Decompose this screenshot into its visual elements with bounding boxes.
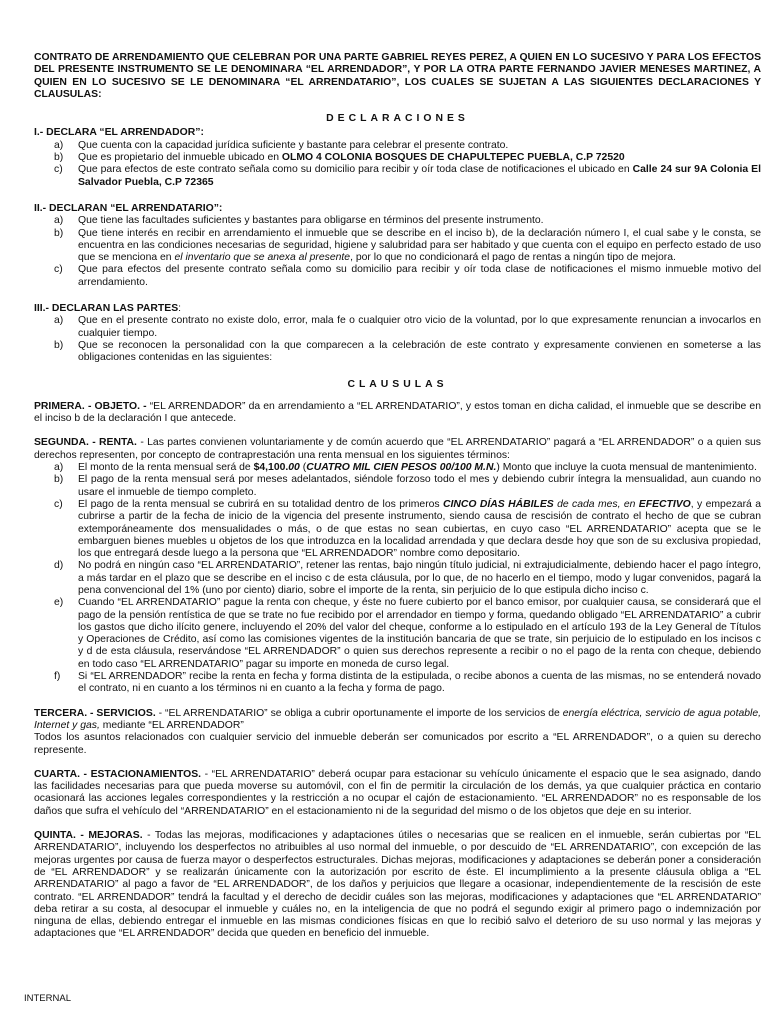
- list-item: e) Cuando “EL ARRENDATARIO” pague la renta con cheque, y éste no fuere cubierto por el banco emisor, por cualquier causa, se considerará que el pago de la pensión rentística de que se trate no fue recibido por el arrendador en tiempo y forma, quedando obligado “EL ARRENDATARIO” a cubrir los gastos que dicho ilícito genere, incluyendo el 20% del valor del cheque, conforme a lo estipulado en el artículo 193 de la Ley General de Títulos y Operaciones de Crédito, así como las comisiones vigentes de la institución bancaria de que se trate, sin perjuicio de lo estipulado en los incisos c y d de esta cláusula, reservándose “EL ARRENDADOR” o quien sus derechos represente a recibir o no el pago de la renta con cheque, debiendo en todo caso “EL ARRENDATARIO” pagar su importe en moneda de curso legal.: [54, 597, 761, 670]
- list-item: b) Que es propietario del inmueble ubicado en OLMO 4 COLONIA BOSQUES DE CHAPULTEPEC PUEBLA, C.P 72520: [54, 152, 625, 164]
- declaraciones-heading: DECLARACIONES: [326, 113, 469, 125]
- clause-tercera: TERCERA. - SERVICIOS. - “EL ARRENDATARIO” se obliga a cubrir oportunamente el importe de los servicios de energía eléctrica, servicio de agua potable, Internet y gas, mediante “EL ARRENDADOR” Todos los asuntos relacionados con cualquier servicio del inmueble deberán ser comunicados por escrito a “EL ARRENDADOR”, o a quien su derecho represente.: [34, 707, 762, 756]
- landlord-address: Calle 24 sur 9A Colonia El Salvador Puebla, C.P 72365: [78, 164, 761, 188]
- list-item: c) Que para efectos del presente contrato señala como su domicilio para recibir y oír toda clase de notificaciones el mismo inmueble motivo del arrendamiento.: [54, 264, 761, 288]
- section-declaran-arrendatario: [34, 203, 761, 289]
- list-item: a) Que cuenta con la capacidad jurídica suficiente y bastante para celebrar el presente contrato.: [54, 139, 509, 151]
- clause-primera: PRIMERA. - OBJETO. - “EL ARRENDADOR” da en arrendamiento a “EL ARRENDATARIO”, y estos toman en dicha calidad, el inmueble que se describe en el inciso b de la declaración I que antecede.: [34, 400, 761, 425]
- list-item: c) El pago de la renta mensual se cubrirá en su totalidad dentro de los primeros CINCO DÍAS HÁBILES de cada mes, en EFECTIVO, y empezará a cubrirse a partir de la fecha de inicio de la vigencia del presente instrumento, siendo causa de rescisión de contrato el hecho de que se cubran extemporáneamente dos mensualidades o más, o de que estas no sean cubiertas, en cuyo caso “EL ARRENDATARIO” acepta que se le embarguen bienes muebles u objetos de los que introduzca en la localidad arrendada y que declara desde hoy que son de su exclusiva propiedad, los que entregará desde luego a la persona que “EL ARRENDADOR” nombre como depositario.: [54, 498, 761, 560]
- property-address: OLMO 4 COLONIA BOSQUES DE CHAPULTEPEC PUEBLA, C.P 72520: [281, 152, 625, 164]
- list-item: f) Si “EL ARRENDADOR” recibe la renta en fecha y forma distinta de la estipulada, o recibe abonos a cuenta de las mismas, no se entenderá novado el contrato, ni en cuanto a los términos ni en cuanto a la fecha y forma de pago.: [54, 671, 761, 695]
- rent-amount-words: CUATRO MIL CIEN PESOS 00/100 M.N.: [306, 462, 497, 474]
- section-title-arrendatario: II.- DECLARAN “EL ARRENDATARIO”:: [34, 202, 223, 214]
- list-item: a) El monto de la renta mensual será de $4,100.00 (CUATRO MIL CIEN PESOS 00/100 M.N.) Monto que incluye la cuota mensual de mantenimiento.: [54, 462, 757, 474]
- section-declaran-partes: [34, 303, 761, 364]
- list-item: d) No podrá en ningún caso “EL ARRENDATARIO”, retener las rentas, bajo ningún título judicial, ni extrajudicialmente, debiendo hacer el pago íntegro, a más tardar en el plazo que se describe en el inciso c de esta cláusula, por lo que, de no hacerlo en el tiempo, modo y lugar convenidos, pagará la pena convencional del 1% (uno por ciento) diario, sobre el importe de la renta, sin perjuicio de lo que estipula dicho inciso c.: [54, 560, 761, 596]
- clausulas-heading: CLAUSULAS: [347, 378, 448, 390]
- rent-amount: $4,100.: [253, 462, 289, 474]
- list-item: a) Que tiene las facultades suficientes y bastantes para obligarse en términos del presente instrumento.: [54, 215, 544, 227]
- list-item: b) El pago de la renta mensual será por meses adelantados, siéndole forzoso todo el mes y debiendo cubrir íntegra la mensualidad, aun cuando no usare el inmueble de tiempo completo.: [54, 474, 761, 498]
- section-declara-arrendador: [34, 127, 761, 188]
- list-item: c) Que para efectos de este contrato señala como su domicilio para recibir y oír toda clase de notificaciones el ubicado en Calle 24 sur 9A Colonia El Salvador Puebla, C.P 72365: [54, 164, 761, 188]
- clause-cuarta: CUARTA. - ESTACIONAMIENTOS. - “EL ARRENDATARIO” deberá ocupar para estacionar su vehículo únicamente el espacio que le sea asignado, dando las facilidades necesarias para que pueda moverse su automóvil, con el fin de permitir la circulación de los demás, ya que cualquier práctica en contario ocasionará las acciones legales correspondientes y la restricción a no ocupar el cajón de estacionamiento. “EL ARRENDADOR” no es responsable de los daños que sufra el vehículo del “ARRENDATARIO” en el estacionamiento ni de la seguridad del mismo o de los objetos que deje en su interior.: [34, 768, 762, 817]
- list-item: a) Que en el presente contrato no existe dolo, error, mala fe o cualquier otro vicio de la voluntad, por lo que expresamente renuncian a invocarlos en cualquier tiempo.: [54, 315, 761, 339]
- classification-footer: INTERNAL: [24, 993, 71, 1004]
- contract-intro: CONTRATO DE ARRENDAMIENTO QUE CELEBRAN POR UNA PARTE GABRIEL REYES PEREZ, A QUIEN EN LO SUCESIVO Y PARA LOS EFECTOS DEL PRESENTE INSTRUMENTO SE LE DENOMINARA “EL ARRENDADOR”, Y POR LA OTRA PARTE FERNANDO JAVIER MENESES MARTINEZ, A QUIEN EN LO SUCESIVO SE LE DENOMINARA “EL ARRENDATARIO”, LOS CUALES SE SUJETAN A LAS SIGUIENTES DECLARACIONES Y CLAUSULAS:: [34, 52, 761, 100]
- clause-segunda: SEGUNDA. - RENTA. - Las partes convienen voluntariamente y de común acuerdo que “EL ARRENDATARIO” pagará a “EL ARRENDADOR” o a quien sus derechos representen, por concepto de contraprestación una renta mensual en los siguientes términos: a) El monto de la renta mensual será de $4,100.00 (CUATRO MIL CIEN PESOS 00/100 M.N.) Monto que incluye la cuota mensual de mantenimiento. b) El pago de la renta mensual será por meses adelantados, siéndole forzoso todo el mes y debiendo cubrir íntegra la mensualidad, aun cuando no usare el inmueble de tiempo completo. c) El pago de la renta mensual se cubrirá en su totalidad dentro de los primeros CINCO DÍAS HÁBILES de cada mes, en EFECTIVO, y empezará a cubrirse a partir de la fecha de inicio de la vigencia del presente instrumento, siendo causa de rescisión de contrato el hecho de que se cubran extemporáneamente dos mensualidades o más, o de que estas no sean cubiertas, en cuyo caso “EL ARRENDATARIO” acepta que se le embarguen bienes muebles u objetos de los que introduzca en la localidad arrendada y que declara desde hoy que son de su exclusiva propiedad, los que entregará desde luego a la persona que “EL ARRENDADOR” nombre como depositario. d) No podrá en ningún caso “EL ARRENDATARIO”, retener las rentas, bajo ningún título judicial, ni extrajudicialmente, debiendo hacer el pago íntegro, a más tardar en el plazo que se describe en el inciso c de esta cláusula, por lo que, de no hacerlo en el tiempo, modo y lugar convenidos, pagará la pena convencional del 1% (uno por ciento) diario, sobre el importe de la renta, sin perjuicio de lo que estipula dicho inciso c. e) Cuando “EL ARRENDATARIO” pague la renta con cheque, y éste no fuere cubierto por el banco emisor, por cualquier causa, se considerará que el pago de la pensión rentística de que se trate no fue recibido por el arrendador en tiempo y forma, quedando obligado “EL ARRENDATARIO” a cubrir los gastos que dicho ilícito genere, incluyendo el 20% del valor del cheque, conforme a lo estipulado en el artículo 193 de la Ley General de Títulos y Operaciones de Crédito, así como las comisiones vigentes de la institución bancaria de que se trate, sin perjuicio de lo estipulado en los incisos c y d de esta cláusula, reservándose “EL ARRENDADOR” o quien sus derechos represente a recibir o no el pago de la renta con cheque, debiendo en todo caso “EL ARRENDATARIO” pagar su importe en moneda de curso legal. f) Si “EL ARRENDADOR” recibe la renta en fecha y forma distinta de la estipulada, o recibe abonos a cuenta de las mismas, no se entenderá novado el contrato, ni en cuanto a los términos ni en cuanto a la fecha y forma de pago.: [34, 437, 762, 695]
- section-title-partes: III.- DECLARAN LAS PARTES:: [34, 303, 182, 315]
- contract-document: [34, 52, 761, 941]
- section-title-arrendador: I.- DECLARA “EL ARRENDADOR”:: [34, 127, 204, 139]
- clause-quinta: QUINTA. - MEJORAS. - Todas las mejoras, modificaciones y adaptaciones útiles o necesarias que se realicen en el inmueble, serán cubiertas por “EL ARRENDATARIO”, incluyendo los desperfectos no atribuibles al uso normal del inmueble, o por descuido de “EL ARRENDATARIO”, con excepción de las mejoras urgentes por causa de fuerza mayor o desperfectos estructurales. Dichas mejoras, modificaciones y adaptaciones se deberán poner a consideración de “EL ARRENDADOR” y se realizarán únicamente con la autorización por escrito de éste. El incumplimiento a la presente cláusula obliga a “EL ARRENDATARIO” al pago a favor de “EL ARRENDADOR”, de los daños y perjuicios que llegare a ocasionar, independientemente de la rescisión de este contrato. “EL ARRENDADOR” tendrá la facultad y el derecho de decidir cuáles son las mejoras, modificaciones y adaptaciones que “EL ARRENDATARIO” deba retirar a su costa, al desocupar el inmueble y cuáles no, en la inteligencia de que no podrá el segundo exigir al primero pago o indemnización por ninguna de ellas, debiendo entregar el inmueble en las mismas condiciones físicas en que lo recibió salvo el deterioro de su uso normal y las mejoras y adaptaciones que “EL ARRENDADOR” decida que queden en beneficio del inmueble.: [34, 830, 761, 940]
- list-item: b) Que tiene interés en recibir en arrendamiento el inmueble que se describe en el inciso b), de la declaración número I, el cual sabe y le consta, se encuentra en las condiciones necesarias de seguridad, higiene y salubridad para ser habitado y que cuenta con el equipo en perfecto estado de uso que se menciona en el inventario que se anexa al presente, por lo que no condicionará el pago de rentas a ningún tipo de mejora.: [54, 227, 761, 264]
- list-item: b) Que se reconocen la personalidad con la que comparecen a la celebración de este contrato y expresamente convienen en someterse a las obligaciones contenidas en las siguientes:: [54, 339, 761, 364]
